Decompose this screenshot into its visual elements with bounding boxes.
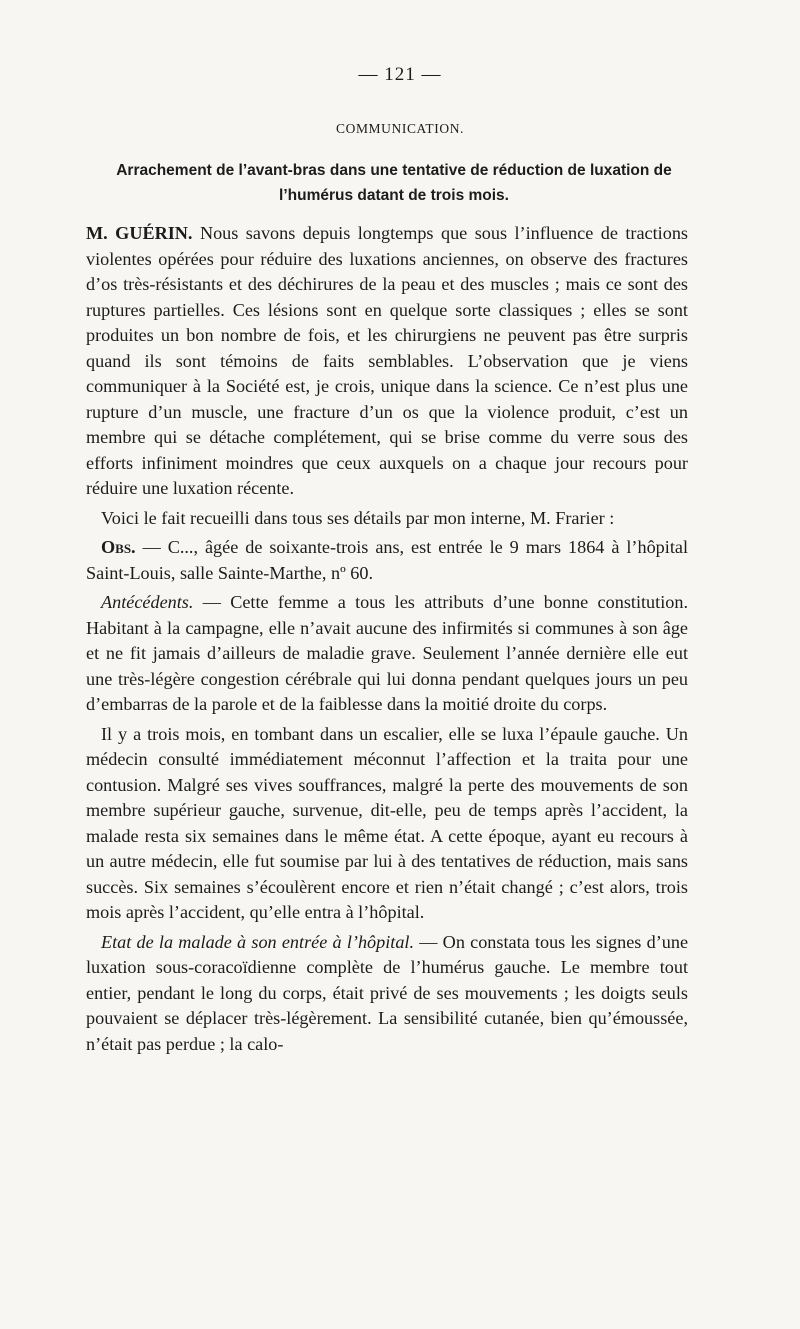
paragraph-voici xyxy=(86,506,688,532)
paragraph-antecedents xyxy=(86,590,688,718)
paragraph-text: — On constata tous les signes d’une luxation sous-coracoïdienne complète de l’humérus gauche. Le membre tout entier, pendant le long du corps, était privé de ses mouvements ; les doigts seuls pouvaient se déplacer très-légèrement. La sensibilité cutanée, bien qu’émoussée, n’était pas perdue ; la calo- xyxy=(86,931,689,1054)
paragraph-text: Nous savons depuis longtemps que sous l’influence de tractions violentes opérées pour réduire des luxations anciennes, on observe des fractures d’os très-résistants et des déchirures de la peau et des muscles ; mais ce sont des ruptures partielles. Ces lésions sont en quelque sorte classiques ; elles se sont produites un bon nombre de fois, et les chirurgiens ne peuvent pas être surpris quand ils sont témoins de faits semblables. L’observation que je viens communiquer à la Société est, je crois, unique dans la science. Ce n’est plus une rupture d’un muscle, une fracture d’un os que la violence produit, c’est un membre qui se détache complétement, qui se brise comme du verre sous des efforts infiniment moindres que ceux auxquels on a chaque jour recours pour réduire une luxation récente. xyxy=(86,223,688,498)
paragraph-text: Voici le fait recueilli dans tous ses détails par mon interne, M. Frarier : xyxy=(101,507,615,528)
article-title: Arrachement de l’avant-bras dans une tentative de réduction de luxation de l’humérus datant de trois mois. xyxy=(116,162,672,204)
observation-label: Obs. xyxy=(101,537,136,557)
speaker-name: M. GUÉRIN. xyxy=(86,223,193,243)
article-body xyxy=(86,221,688,1057)
paragraph-admission xyxy=(86,930,688,1058)
paragraph-text: Il y a trois mois, en tombant dans un escalier, elle se luxa l’épaule gauche. Un médecin consulté immédiatement méconnut l’affection et la traita pour une contusion. Malgré ses vives souffrances, malgré la perte des mouvements de son membre supérieur gauche, survenue, dit-elle, peu de temps après l’accident, la malade resta six semaines dans le même état. A cette époque, ayant eu recours à un autre médecin, elle fut soumise par lui à des tentatives de réduction, mais sans succès. Six semaines s’écoulèrent encore et rien n’était changé ; c’est alors, trois mois après l’accident, qu’elle entra à l’hôpital. xyxy=(86,723,688,922)
paragraph-history xyxy=(86,722,688,926)
section-label: COMMUNICATION. xyxy=(335,121,465,136)
paragraph-text: — Cette femme a tous les attributs d’une bonne constitution. Habitant à la campagne, elle n’avait aucune des infirmités si communes à son âge et ne fit jamais d’ailleurs de maladie grave. Seulement l’année dernière elle eut une très-légère congestion cérébrale qui lui donna pendant quelques jours un peu d’embarras de la parole et de la faiblesse dans la moitié droite du corps. xyxy=(86,592,688,714)
page-number: — 121 — xyxy=(358,64,442,85)
paragraph-observation xyxy=(86,535,688,586)
antecedents-heading: Antécédents. xyxy=(101,592,194,612)
paragraph-guerin xyxy=(86,221,688,502)
paragraph-text: — C..., âgée de soixante-trois ans, est entrée le 9 mars 1864 à l’hôpital Saint-Louis, salle Sainte-Marthe, nº 60. xyxy=(86,537,688,583)
admission-heading: Etat de la malade à son entrée à l’hôpital. xyxy=(101,931,415,952)
